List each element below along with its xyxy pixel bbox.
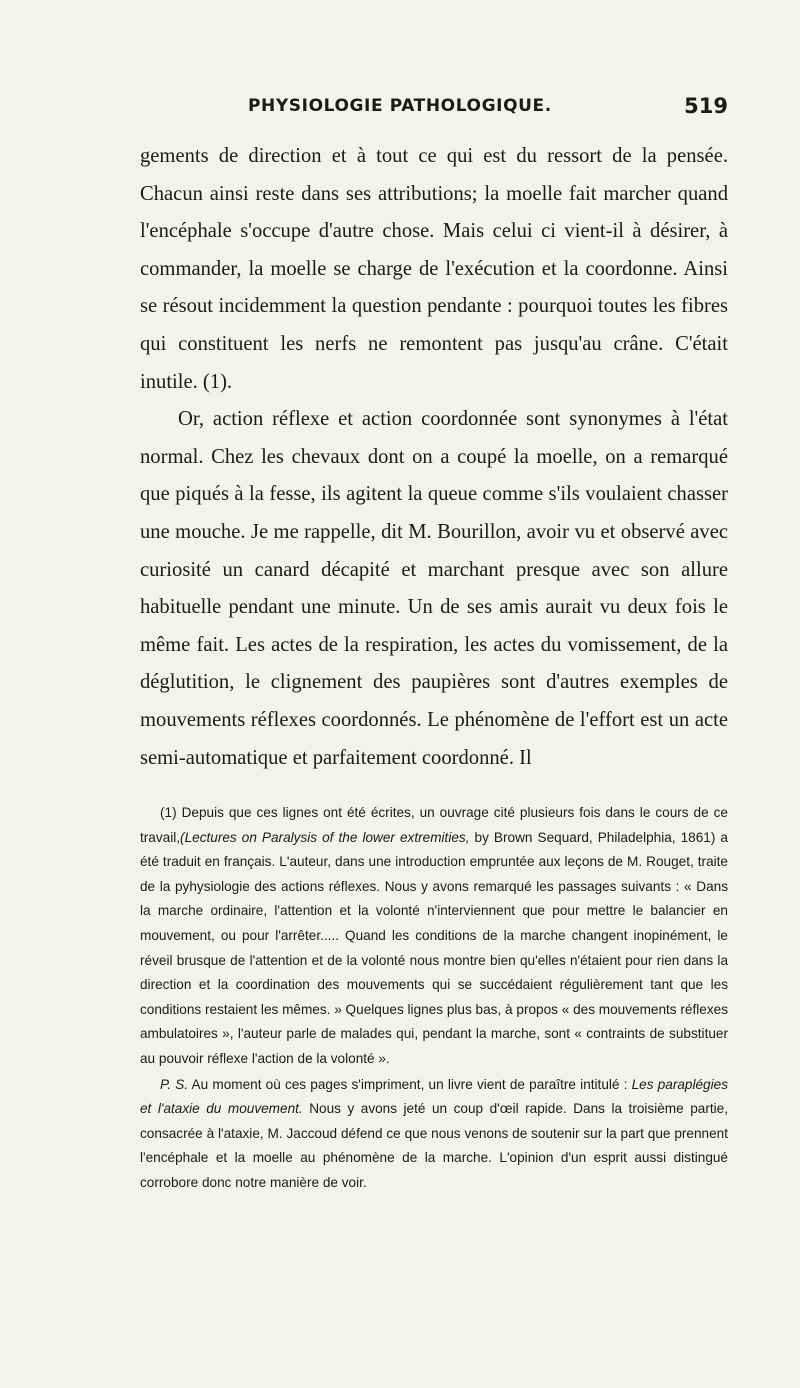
postscript-text-a: Au moment où ces pages s'impriment, un livre vient de paraître intitulé : bbox=[188, 1076, 632, 1092]
footnote-1-cited-title: (Lectures on Paralysis of the lower extremities, bbox=[180, 829, 470, 845]
page-number: 519 bbox=[684, 94, 728, 118]
footnote-1 bbox=[140, 801, 728, 1072]
postscript-label: P. S. bbox=[160, 1076, 189, 1092]
postscript-cited-title: Les paraplégies et l'ataxie du mouvement. bbox=[140, 1076, 728, 1117]
footnote-postscript bbox=[140, 1073, 728, 1196]
footnote-1-text-b: by Brown Sequard, Philadelphia, 1861) a été traduit en français. L'auteur, dans une introduction empruntée aux leçons de M. Rouget, traite de la pyhysiologie des actions réflexes. Nous y avons remarqué les passages suivants : « Dans la marche ordinaire, l'attention et la volonté n'interviennent que pour mettre le balancier en mouvement, ou pour l'arrêter..... Quand les conditions de la marche changent inopinément, le réveil brusque de l'attention et de la volonté nous montre bien qu'elles n'étaient pour rien dans la direction et la coordination des mouvements qui se succédaient régulièrement tant que les conditions restaient les mêmes. » Quelques lignes plus bas, à propos « des mouvements réflexes ambulatoires », l'auteur parle de malades qui, pendant la marche, sont « contraints de substituer au pouvoir réflexe l'action de la volonté ». bbox=[140, 829, 728, 1066]
page-header bbox=[248, 96, 728, 128]
footnotes bbox=[140, 801, 728, 1196]
paragraph-2: Or, action réflexe et action coordonnée sont synonymes à l'état normal. Chez les chevaux dont on a coupé la moelle, on a remarqué que piqués à la fesse, ils agitent la queue comme s'ils voulaient chasser une mouche. Je me rappelle, dit M. Bourillon, avoir vu et observé avec curiosité un canard décapité et marchant presque avec son allure habituelle pendant une minute. Un de ses amis aurait vu deux fois le même fait. Les actes de la respiration, les actes du vomissement, de la déglutition, le clignement des paupières sont d'autres exemples de mouvements réflexes coordonnés. Le phénomène de l'effort est un acte semi-automatique et parfaitement coordonné. Il bbox=[140, 408, 728, 769]
paragraph-1: gements de direction et à tout ce qui est du ressort de la pensée. Chacun ainsi reste dans ses attributions; la moelle fait marcher quand l'encéphale s'occupe d'autre chose. Mais celui ci vient-il à désirer, à commander, la moelle se charge de l'exécution et la coordonne. Ainsi se résout incidemment la question pendante : pourquoi toutes les fibres qui constituent les nerfs ne remontent pas jusqu'au crâne. C'était inutile. (1). bbox=[140, 145, 728, 393]
postscript-text-b: Nous y avons jeté un coup d'œil rapide. Dans la troisième partie, consacrée à l'ataxie, M. Jaccoud défend ce que nous venons de soutenir sur la part que prennent l'encéphale et la moelle au phénomène de la marche. L'opinion d'un esprit aussi distingué corrobore donc notre manière de voir. bbox=[140, 1101, 728, 1190]
running-title: PHYSIOLOGIE PATHOLOGIQUE. bbox=[248, 96, 552, 116]
main-text bbox=[140, 138, 728, 777]
footnote-1-text-a: (1) Depuis que ces lignes ont été écrites, un ouvrage cité plusieurs fois dans le cours de ce travail, bbox=[140, 805, 728, 845]
